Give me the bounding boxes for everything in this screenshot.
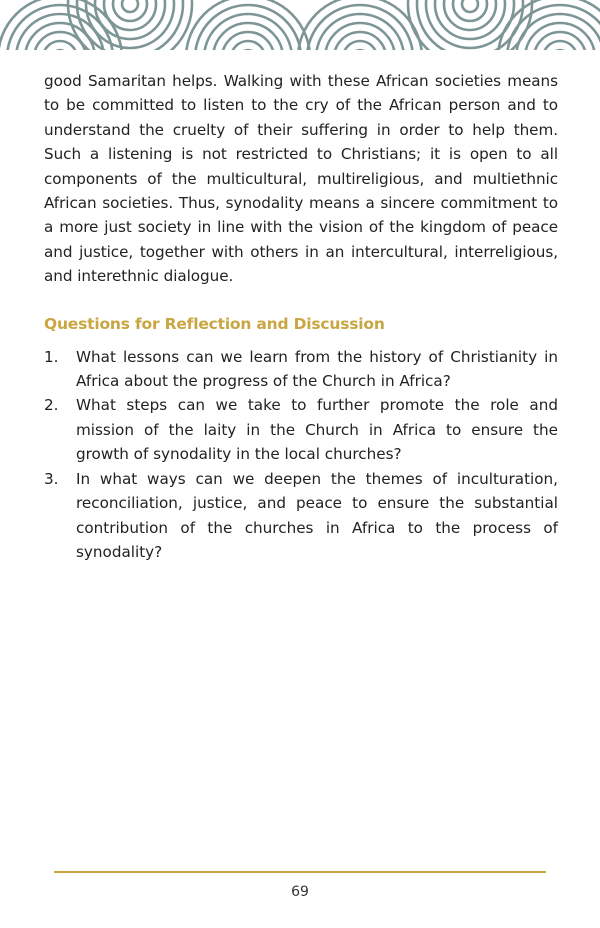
question-list xyxy=(44,345,558,565)
pattern-arc xyxy=(325,23,395,50)
pattern-arc xyxy=(298,0,422,50)
pattern-arc xyxy=(525,23,595,50)
question-text: In what ways can we deepen the themes of inculturation, reconciliation, justice, and peace to ensure the substantial contribution of the churches in Africa to the process of synodality? xyxy=(76,469,558,561)
pattern-arc xyxy=(77,0,183,50)
page-content xyxy=(44,69,558,564)
question-item xyxy=(44,467,558,565)
pattern-arc xyxy=(307,5,413,50)
pattern-arc xyxy=(543,41,577,50)
question-number: 1. xyxy=(44,347,59,366)
question-item xyxy=(44,345,558,394)
pattern-arc xyxy=(435,0,505,39)
question-number: 3. xyxy=(44,469,59,488)
pattern-arc xyxy=(231,41,265,50)
pattern-arc xyxy=(186,0,310,50)
footer-divider xyxy=(54,871,546,873)
pattern-arc xyxy=(462,0,478,12)
section-heading: Questions for Reflection and Discussion xyxy=(44,314,385,333)
page-number: 69 xyxy=(291,884,309,900)
body-paragraph: good Samaritan helps. Walking with these African societies means to be committed to listen to the cry of the African person and to understand the cruelty of their suffering in order to help them. Such a listening is not restricted to Christians; it is open to all components of the multicultural, multireligious, and multiethnic African societies. Thus, synodality means a sincere commitment to a more just society in line with the vision of the kingdom of peace and justice, together with others in an intercultural, interreligious, and interethnic dialogue. xyxy=(44,72,558,286)
pattern-arc xyxy=(195,5,301,50)
question-text: What lessons can we learn from the history of Christianity in Africa about the progress of the Church in Africa? xyxy=(76,347,558,391)
pattern-arc xyxy=(453,0,487,21)
pattern-arc xyxy=(122,0,138,12)
pattern-arc xyxy=(43,41,77,50)
question-number: 2. xyxy=(44,396,59,415)
question-item xyxy=(44,393,558,466)
pattern-arc xyxy=(113,0,147,21)
pattern-arc xyxy=(213,23,283,50)
header-concentric-arc-pattern xyxy=(0,0,600,50)
question-text: What steps can we take to further promote the role and mission of the laity in the Church in Africa to ensure the growth of synodality in the local churches? xyxy=(76,396,558,464)
pattern-arc xyxy=(343,41,377,50)
